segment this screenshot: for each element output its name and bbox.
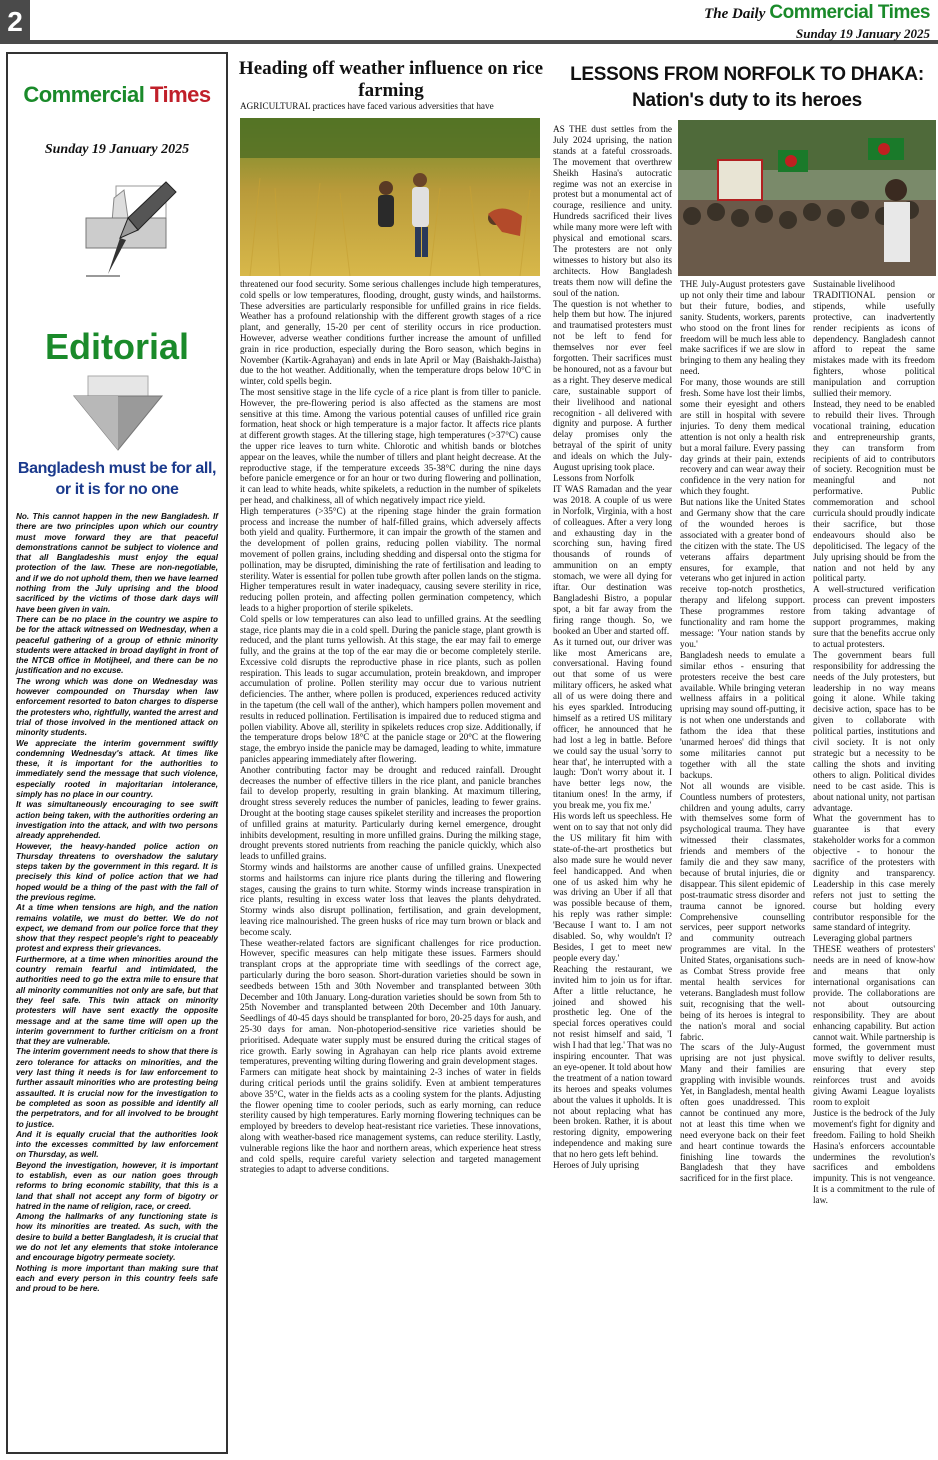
editorial-paragraph: The wrong which was done on Wednesday was however compounded on Thursday when law enforcement resorted to baton charges to disperse the protesters who, rightfully, wanted the arrest and trial of those involved in the mentioned attack on minority students. [16, 676, 218, 738]
norfolk-subhead: Lessons from Norfolk [553, 473, 635, 483]
norfolk-paragraph: A well-structured verification process can prevent imposters from taking advantage of support programmes, making sure that the benefits accrue only to actual protesters. [813, 584, 935, 649]
editorial-paragraph: However, the heavy-handed police action on Thursday threatens to overshadow the salutary steps taken by the government in this regard. It is precisely this kind of police action that we had hoped would be a thing of the past with the fall of the previous regime. [16, 841, 218, 902]
rice-paragraph: Cold spells or low temperatures can also lead to unfilled grains. At the seedling stage, rice plants may die in a cold spell. During the panicle stage, plant growth is reduced, and the plant turns yellowish. At this stage, the ear may fail to emerge fully, and the grains at the top of the ear may die or become completely sterile. Excessive cold disrupts the reproductive phase in rice plants, such as pollen respiration. This leads to sugar accumulation, protein breakdown, and improper accumulation of proline. Pollen sterility may occur due to various nutrient deficiencies. The anther, where pollen is produced, experiences reduced activity in the tapetum (the cell wall of the anther), which hampers pollen movement and results in reduced pollination. Fertilisation is impaired due to reduced stigma and pollen viability. Above all, sterility in spikelets reduces crop size. Additionally, if the temperature drops below 18°C at the panicle stage or 20°C at the flowering stage, the embryo inside the panicle may be damaged, leading to white, immature panicles appearing immediately after flowering. [240, 613, 541, 765]
rice-article-intro: AGRICULTURAL practices have faced various adversities that have [240, 101, 494, 111]
editorial-sidebar [6, 52, 228, 1454]
rice-paragraph: Another contributing factor may be drought and reduced rainfall. Drought decreases the number of effective tillers in the rice plant, and panicle branches fail to develop properly, resulting in grain blanking. At maximum tillering, drought stress severely reduces the number of panicles, leading to fewer grains. Drought at the booting stage causes spikelet sterility and increases the proportion of unfilled grains at maturity. Particularly during kernel emergence, drought inhibits development, resulting in more unfilled grains. During the milking stage, drought prevents stored nutrients from reaching the panicle quickly, which also leads to unfilled grains. [240, 764, 541, 862]
norfolk-paragraph: As it turned out, our driver was like most Americans are, conversational. Having found out that some of us were military officers, he asked what all of us were doing there and his eyes sparkled. Introducing himself as a retired US military officer, he announced that he had lost a leg in battle. Before we could say the usual 'sorry to hear that', he interrupted with a laugh: 'Don't worry about it. I have better legs now, the titanium ones! In the army, if you break me, you fix me.' [553, 636, 672, 811]
masthead-daily: The Daily [704, 6, 766, 22]
masthead-name: Commercial Times [769, 2, 930, 23]
protest-crowd-photo [678, 120, 936, 276]
rice-article-title: Heading off weather influence on rice farming [238, 58, 544, 101]
rice-paragraph: threatened our food security. Some serious challenges include high temperatures, cold spells or low temperatures, flooding, drought, gusty winds, and hailstorms. These adversities are particularly responsible for unfilled grains in rice fields. Weather has a profound relationship with the different growth stages of a rice plant, and generally, 15-20 per cent of sterility occurs in rice production. However, adverse weather conditions further increase the amount of unfilled grain in rice production, especially during the Boro season, which begins in November (Kartik-Agrahayan) and ends in late April or May (Baishakh-Jaistha) due to the hot weather. Additionally, when the temperature drops below 10°C in winter, cold spells begin. [240, 279, 541, 387]
norfolk-paragraph: The scars of the July-August uprising are not just physical. Many and their families are grappling with invisible wounds. Yet, in Bangladesh, mental health often goes unaddressed. This cannot be continued any more, not at least this time when we need everyone back on their feet and heart continue towards the finishing line towards the Bangladesh that they have sacrificed for in the first place. [680, 1042, 805, 1184]
masthead-date: Sunday 19 January 2025 [796, 26, 930, 41]
norfolk-subhead: Heroes of July uprising [553, 1160, 639, 1171]
norfolk-paragraph: Not all wounds are visible. Countless numbers of protesters, children and young adults, carry with themselves some form of psychological trauma. They have witnessed their classmates, friends and members of the family die and they saw many, because of brutal injuries, die or disappear. This silent epidemic of post-traumatic stress disorder and trauma cannot be ignored. Comprehensive counselling services, peer support networks and community outreach programmes are vital. In the United States, organisations such-as Combat Stress provide free mental health services for veterans. Bangladesh must follow suit, recognising that the well-being of its heroes is integral to the nation's moral and social fabric. [680, 780, 805, 1042]
editorial-headline: Bangladesh must be for all, or it is for no one [17, 460, 217, 498]
editorial-paragraph: Beyond the investigation, however, it is important to establish, even as our nation goes through reforms to bring economic stability, that this is a land that shall not accept any form of bigotry or hatred in the name of religion, race, or creed. [16, 1160, 218, 1211]
editorial-paragraph: The interim government needs to show that there is zero tolerance for attacks on minorities, and the very last thing it needs is for law enforcement to further assault minorities who are protesting being assaulted. It is crucial now for the investigation to be completed as soon as possible and identify all the perpetrators, and for all involved to be brought to justice. [16, 1047, 218, 1129]
editorial-paragraph: And it is equally crucial that the authorities look into the excesses committed by law enforcement on Thursday, as well. [16, 1129, 218, 1160]
norfolk-paragraph: IT WAS Ramadan and the year was 2018. A couple of us were in Norfolk, Virginia, with a host of colleagues. After a very long and exhausting day in the scorching sun, having fired thousands of rounds of ammunition on an empty stomach, we were all dying for iftar. Our destination was Bangladeshi Bistro, a popular spot, a bit far away from the firing range though. So, we booked an Uber and started off. [553, 483, 672, 636]
masthead [704, 2, 930, 42]
editorial-paragraph: At a time when tensions are high, and the nation remains volatile, we must do better. We do not expect, we demand from our police force that they show that they respect people's right to peaceably protest and express their grievances. [16, 903, 218, 954]
editorial-paragraph: No. This cannot happen in the new Bangladesh. If there are two principles upon which our country must move forward they are that peaceful demonstrations cannot be subject to violence and that all Bangladeshis must enjoy the equal protection of the law. These are non-negotiable, and if we do not uphold them, then we have learned nothing from the July uprising and the blood sacrificed by the victims of those dark days will have been given in vain. [16, 512, 218, 614]
norfolk-paragraph: Bangladesh needs to emulate a similar ethos - ensuring that protesters receive the best care available. While bringing veteran wellness affairs in a political uprising may sound off-putting, it is not when one understands and fathom the idea that these 'unarmed heroes' did things that some militaries cannot put together with all the state backups. [680, 649, 805, 780]
norfolk-paragraph: His words left us speechless. He went on to say that not only did the US military fit him with state-of-the-art prosthetics but also made sure he would never feel handicapped. And when one of us asked him why he was driving an Uber if all that was possible because of them, his reply was rather simple: 'Because I want to. I am not disabled. So, why wouldn't I? Besides, I get to meet new people every day.' [553, 811, 672, 963]
fountain-pen-icon [16, 178, 218, 298]
editorial-paragraph: Nothing is more important than making sure that each and every person in this country feels safe and proud to be here. [16, 1263, 218, 1294]
rice-paragraph: Farmers can mitigate heat shock by maintaining 2-3 inches of water in fields during critical periods until the grains solidify. Even at ambient temperatures above 35°C, water in the fields acts as a cooling system for the plants. Adjusting the flower opening time to cooler periods, such as early morning, can reduce sterility caused by high temperatures. Early morning flowering techniques can be employed by breeders to develop heat-resistant rice varieties. These innovations, along with weather-based rice management systems, can reduce sterility. Lastly, vulnerable regions like the haor and northern areas, which experience heat stress and cold spells, require careful variety selection and targeted management strategies to adapt to adverse conditions. [240, 1067, 541, 1175]
editorial-paragraph: There can be no place in the country we aspire to be for the attack witnessed on Wednesday, when a peaceful gathering of a group of ethnic minority students were attacked in broad daylight in front of the NTCB office in Motijheel, and there can be no justification and no excuse. [16, 614, 218, 676]
sidebar-logo-commercial: Commercial [23, 82, 145, 107]
norfolk-paragraph: For many, those wounds are still fresh. Some have lost their limbs, some their eyesight and others are still in hospital with severe injuries. To deny them medical attention is not only a health risk but a moral failure. Every passing day grinds at their pain, extends recovery and can wear away their confidence in the very nation for which they fought. [680, 377, 805, 497]
sidebar-logo-times: Times [149, 82, 211, 107]
editorial-body [16, 512, 218, 1295]
norfolk-title-line1: LESSONS FROM NORFOLK TO DHAKA: [570, 64, 924, 85]
norfolk-paragraph: The government bears full responsibility for addressing the needs of the July protesters, but leadership in no way means going it alone. While taking decisive action, space has to be given to collaborate with political parties, institutions and civil society. It is not only strategic but a necessity to be calling the shots and inviting others to align. Political divides need to be cast aside. This is about national unity, not partisan advantage. [813, 649, 935, 813]
norfolk-paragraph: But nations like the United States and Germany show that the care of the wounded heroes is associated with a greater bond of the citizen with the state. The US veterans affairs department ensures, for example, that veterans who get injured in action receive top-notch prosthetics, therapy and lifelong support. These programmes restore functionality and ram home the message: 'Your nation stands by you.' [680, 497, 805, 649]
editorial-paragraph: Furthermore, at a time when minorities around the country remain fearful and intimidated, the authorities need to go the extra mile to ensure that all minority communities not only are safe, but that they feel safe. This twin attack on minority protesters will have sent exactly the opposite message and at the same time will open up the interim government to further criticism on a front that they are vulnerable. [16, 954, 218, 1047]
rice-paragraph: High temperatures (>35°C) at the ripening stage hinder the grain formation process and increase the number of half-filled grains, which adversely affects both yield and quality. Furthermore, it can impair the growth of the stamen and the development of pollen grains, reducing pollen viability. The normal movement of pollen grains, including shedding and dispersal onto the stigma for pollination, may be disrupted, diminishing the rate of fertilisation and leading to sterility. Water is essential for pollen tube growth after pollen lands on the stigma. Higher temperatures result in water inadequacy, causing severe sterility in rice, reducing pollen protein, and affecting pollen germination competency, which leads to a higher proportion of sterile spikelets. [240, 505, 541, 613]
norfolk-paragraph: Reaching the restaurant, we invited him to join us for iftar. After a little reluctance, he joined and showed his prosthetic leg. One of the special forces operatives could not resist himself and said, 'I wish I had that leg.' That was no inspiring encounter. That was an eye-opener. It told about how the treatment of a nation toward its heroes and speaks volumes about the values it upholds. It is not about replacing what has been broken. Rather, it is about restoring dignity, empowering independence and making sure that no hero gets left behind. [553, 963, 672, 1160]
norfolk-subhead: Leveraging global partners [813, 933, 912, 944]
norfolk-paragraph: Justice is the bedrock of the July movement's fight for dignity and freedom. Failing to hold Sheikh Hasina's enforcers accountable undermines the revolution's sacrifices and emboldens impunity. This is not vengeance. It is a commitment to the rule of law. [813, 1107, 935, 1206]
rice-paragraph: These weather-related factors are significant challenges for rice production. However, specific measures can help mitigate these issues. Farmers should transplant crops at the appropriate time with seedlings of the correct age, particularly during the boro season. Short-duration varieties should be sown in seedbeds between 15th and 30th November and transplanted between 30th December and 10th January. Long-duration varieties should be sown from 5th to 25th November and transplanted between 20th December and 10th January. Seedlings of 40-45 days should be transplanted for boro, 20-25 days for aush, and 25-30 days for aman. Non-photoperiod-sensitive rice varieties should be prioritised. Adequate water supply must be ensured during the critical stages of rice growth. Early sowing in Agrahayan can help rice plants avoid extreme temperatures, preventing wilting during flowering and grain development stages. [240, 937, 541, 1067]
sidebar-date: Sunday 19 January 2025 [44, 142, 190, 157]
norfolk-column-3 [813, 279, 935, 1206]
norfolk-paragraph: TRADITIONAL pension or stipends, while usefully protective, can inadvertently render recipients as icons of dependency. Bangladesh cannot afford to repeat the same mistakes made with its freedom fighters, whose political manipulation and corruption sullied their memory. [813, 289, 935, 399]
norfolk-title-line2: Nation's duty to its heroes [632, 90, 862, 111]
norfolk-column-1 [553, 124, 672, 1171]
editorial-heading: Editorial [44, 326, 190, 367]
rice-article-body [240, 279, 541, 1175]
page-number: 2 [0, 0, 30, 44]
sidebar-logo [16, 82, 218, 108]
norfolk-subhead: Sustainable livelihood [813, 279, 895, 289]
rice-field-photo [240, 118, 540, 276]
norfolk-paragraph: THE July-August protesters gave up not only their time and labour but their future, bodies, and sanity. Students, workers, parents who stood on the front lines for freedom will be much less able to make sacrifices if we are slow in bringing to them any healing they need. [680, 279, 805, 377]
rice-paragraph: Stormy winds and hailstorms are another cause of unfilled grains. Unexpected storms and hailstorms can injure rice plants during the tillering and flowering stages, causing the grains to turn white. Stormy winds increase transpiration in rice plants, resulting in excess water loss that leaves the plants dehydrated. Stormy winds also disrupt pollination, fertilisation, and grain development, leaving rice malnourished. The green husks of rice may turn brown or black and become scaly. [240, 862, 541, 937]
norfolk-paragraph: AS THE dust settles from the July 2024 uprising, the nation stands at a fateful crossroads. The movement that overthrew Sheikh Hasina's autocratic regime was not an exercise in protest but a monumental act of courage, resilience and unity. Hundreds sacrificed their lives while many more were left with physical and emotional scars. The protesters are not only witnesses to history but also its architects. How Bangladesh treats them now will define the soul of the nation. [553, 124, 672, 298]
norfolk-column-2 [680, 279, 805, 1184]
norfolk-paragraph: The question is not whether to help them but how. The injured and traumatised protesters must not be left to fend for themselves nor ever feel forgotten. Their sacrifices must be honoured, not as a favour but as a right. They deserve medical care, sustainable support of their livelihood and national recognition - all delivered with dignity and purpose. A further delay promises only the betrayal of the spirit of unity and ideals on which the July-August uprising took place. [553, 298, 672, 473]
editorial-paragraph: Among the hallmarks of any functioning state is how its minorities are treated. As such, with the desire to build a better Bangladesh, it is crucial that we do not let any elements that stoke intolerance and encourage bigotry permeate society. [16, 1212, 218, 1263]
editorial-paragraph: It was simultaneously encouraging to see swift action being taken, with the authorities ordering an investigation into the attack, and with two persons already apprehended. [16, 800, 218, 841]
editorial-paragraph: We appreciate the interim government swiftly condemning Wednesday's attack. At times like these, it is important for the authorities to immediately send the message that such violence, especially rooted in majoritarian intolerance, simply has no place in our country. [16, 738, 218, 800]
rice-paragraph: The most sensitive stage in the life cycle of a rice plant is from tiller to panicle. However, the pre-flowering period is also affected as the stamens are most sensitive at this time. Among the various potential causes of unfilled rice grain formation, heat shock or high temperature is a major factor. It affects rice plants at different growth stages. At the tillering stage, high temperatures (>37°C) cause the upper rice leaves to turn white. Chlorotic and whitish bands or blotches appear on the leaves, while the number of tillers and plant height decrease. At the reproductive stage, if the temperature exceeds 35-38°C during the nine days before panicle emergence or for an hour or two during flowering and pollination, it can lead to white heads, white spikelets, a reduction in the number of spikelets per head, and chalkiness, all of which negatively impact rice yield. [240, 386, 541, 505]
norfolk-article-title [560, 62, 934, 114]
arrow-down-icon [16, 374, 218, 454]
norfolk-paragraph: Instead, they need to be enabled to rebuild their lives. Through vocational training, education and entrepreneurship grants, they can transform from recipients of aid to contributors of society. Recognition must be meaningful and not performative. Public commemoration and school curricula should proudly indicate their sacrifice, but those endeavours should also be depoliticised. The legacy of the July uprising should be from the nation and not held by any political party. [813, 398, 935, 584]
norfolk-paragraph: What the government has to guarantee is that every stakeholder works for a common objective - to honour the sacrifice of the protesters with dignity and transparency. Leadership in this case merely refers not just to setting the course but holding every contributor responsible for the same standard of integrity. [813, 813, 935, 933]
norfolk-paragraph: THESE weathers of protesters' needs are in need of know-how and means that only international organisations can provide. The collaborations are not about outsourcing responsibility. They are about enhancing capability. But action cannot wait. While partnership is formed, the government must move swiftly to deliver results, ensuring that every step reinforces trust and avoids giving Awami League loyalists room to exploit [813, 944, 935, 1107]
